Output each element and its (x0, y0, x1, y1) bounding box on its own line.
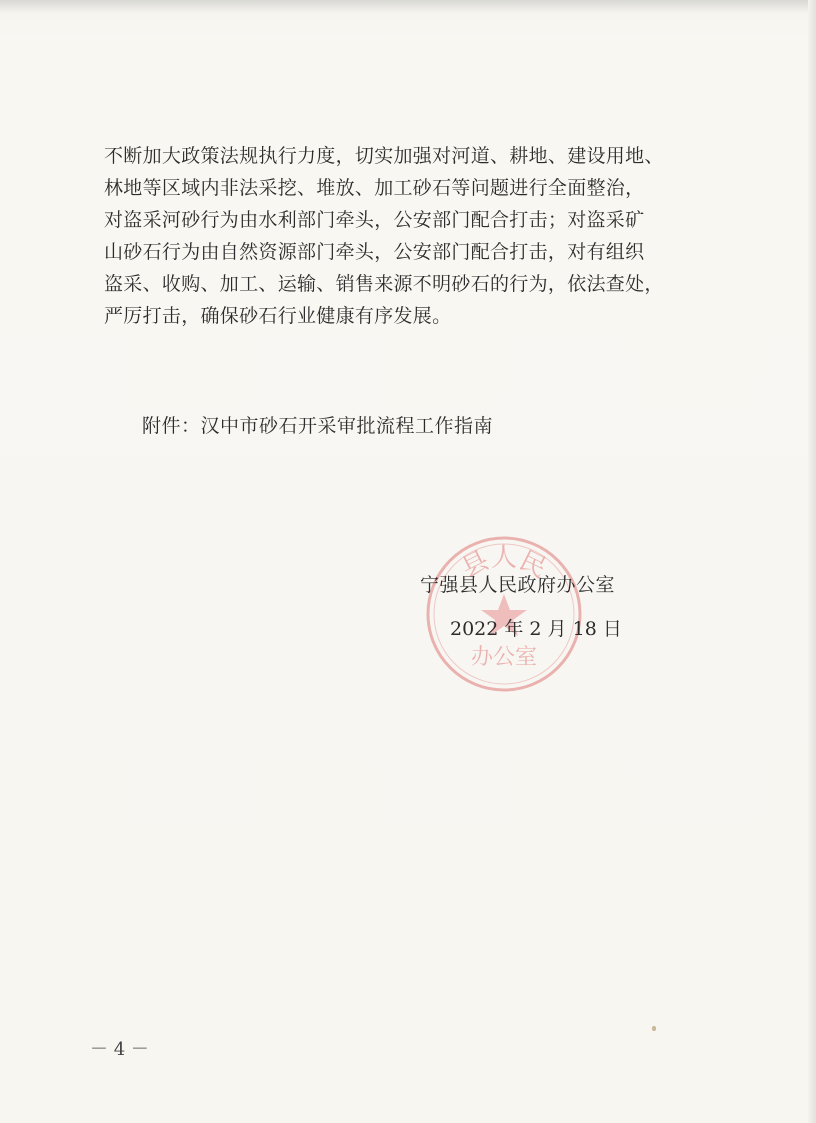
body-paragraph (104, 140, 704, 332)
paragraph-line: 盗采、收购、加工、运输、销售来源不明砂石的行为，依法查处， (104, 273, 664, 295)
paragraph-line: 林地等区域内非法采挖、堆放、加工砂石等问题进行全面整治， (104, 177, 645, 199)
paragraph-line: 对盗采河砂行为由水利部门牵头，公安部门配合打击；对盗采矿 (104, 209, 645, 231)
page-number: － 4 － (90, 1039, 149, 1060)
issue-date: 2022 年 2 月 18 日 (450, 618, 622, 640)
scan-right-edge (808, 0, 816, 1123)
svg-text:县人民: 县人民 (456, 543, 552, 585)
attachment-note: 附件：汉中市砂石开采审批流程工作指南 (142, 415, 494, 437)
svg-text:办公室: 办公室 (470, 645, 538, 670)
paragraph-line: 不断加大政策法规执行力度，切实加强对河道、耕地、建设用地、 (104, 145, 664, 167)
scan-speck (652, 1026, 656, 1031)
issuing-organization: 宁强县人民政府办公室 (420, 574, 616, 596)
paragraph-line: 严厉打击，确保砂石行业健康有序发展。 (104, 305, 452, 327)
scan-top-edge (0, 0, 816, 12)
signature-block (420, 570, 640, 644)
paragraph-line: 山砂石行为由自然资源部门牵头，公安部门配合打击，对有组织 (104, 241, 645, 263)
